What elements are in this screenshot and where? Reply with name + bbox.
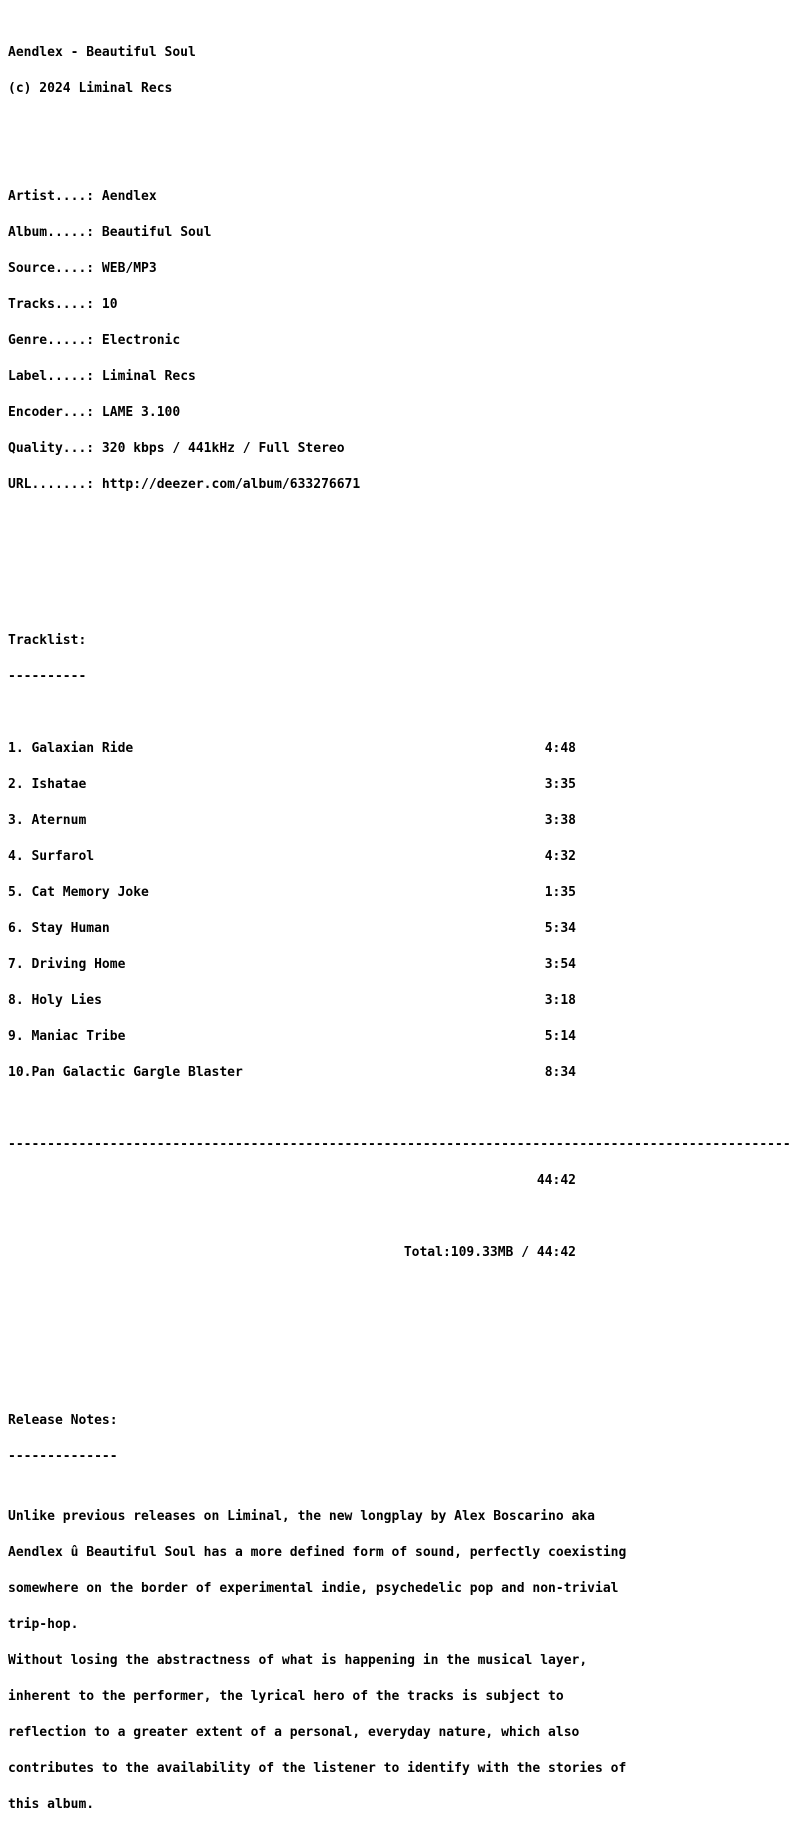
track-row [8,815,576,827]
info-key: Label.....: [8,369,95,384]
track-row [8,959,576,971]
track-duration: 8:34 [544,1065,576,1080]
info-value: LAME 3.100 [101,405,181,420]
release-notes-line: somewhere on the border of experimental indie, psychedelic pop and non-trivial [8,1581,619,1596]
info-row-artist [8,191,644,203]
release-notes-line: Aendlex û Beautiful Soul has a more defined form of sound, perfectly coexisting [8,1545,627,1560]
info-row-genre [8,335,644,347]
release-notes-line: contributes to the availability of the listener to identify with the stories of [8,1761,627,1776]
release-notes-heading: Release Notes: [8,1413,118,1428]
spacer [8,1331,644,1343]
info-key: Encoder...: [8,405,95,420]
total-size-row [8,1247,576,1259]
track-name: 6. Stay Human [8,921,110,936]
info-key: Source....: [8,261,95,276]
track-duration: 3:38 [544,813,576,828]
copyright-line: (c) 2024 Liminal Recs [8,81,173,96]
track-row [8,1031,576,1043]
info-row-tracks [8,299,644,311]
spacer [8,1211,644,1223]
track-row [8,851,576,863]
track-name: 2. Ishatae [8,777,87,792]
track-duration: 4:32 [544,849,576,864]
track-name: 3. Aternum [8,813,87,828]
info-value: Beautiful Soul [101,225,212,240]
track-row [8,743,576,755]
info-key: URL.......: [8,477,95,492]
track-name: 10.Pan Galactic Gargle Blaster [8,1065,243,1080]
info-row-album [8,227,644,239]
release-notes-line: Without losing the abstractness of what is happening in the musical layer, [8,1653,588,1668]
release-notes-line: this album. [8,1797,95,1812]
tracklist-underline: ---------- [8,669,87,684]
track-name: 5. Cat Memory Joke [8,885,149,900]
total-duration-row [8,1175,576,1187]
track-name: 1. Galaxian Ride [8,741,134,756]
info-row-source [8,263,644,275]
nfo-document [8,23,791,1847]
track-duration: 3:54 [544,957,576,972]
info-row-label [8,371,644,383]
tracklist-heading: Tracklist: [8,633,87,648]
track-duration: 3:18 [544,993,576,1008]
info-value: 320 kbps / 441kHz / Full Stereo [101,441,345,456]
release-notes-body [8,1487,644,1835]
release-notes-line: reflection to a greater extent of a personal, everyday nature, which also [8,1725,580,1740]
info-row-encoder [8,407,644,419]
info-row-url [8,479,644,491]
release-notes-underline: -------------- [8,1449,118,1464]
track-name: 8. Holy Lies [8,993,102,1008]
track-duration: 5:14 [544,1029,576,1044]
track-row [8,887,576,899]
release-notes-line: Unlike previous releases on Liminal, the new longplay by Alex Boscarino aka [8,1509,595,1524]
track-row [8,923,576,935]
track-row [8,995,576,1007]
track-row [8,779,576,791]
info-value: http://deezer.com/album/633276671 [101,477,361,492]
track-row [8,1067,576,1079]
info-value: Electronic [101,333,181,348]
release-notes-line: trip-hop. [8,1617,79,1632]
spacer [8,587,644,599]
info-key: Tracks....: [8,297,95,312]
info-value: WEB/MP3 [101,261,157,276]
track-list [8,719,644,1103]
info-key: Artist....: [8,189,95,204]
release-title: Aendlex - Beautiful Soul [8,45,196,60]
spacer [8,551,644,563]
info-key: Quality...: [8,441,95,456]
total-duration: 44:42 [536,1173,576,1188]
info-value: Liminal Recs [101,369,196,384]
track-name: 9. Maniac Tribe [8,1029,126,1044]
spacer [8,119,644,131]
tracklist-separator: ---------------------------------------------------------------------------------------------------- [8,1137,791,1152]
info-value: Aendlex [101,189,157,204]
info-key: Album.....: [8,225,95,240]
track-duration: 4:48 [544,741,576,756]
info-row-quality [8,443,644,455]
track-duration: 5:34 [544,921,576,936]
info-value: 10 [101,297,118,312]
spacer [8,1367,644,1379]
info-key: Genre.....: [8,333,95,348]
track-duration: 1:35 [544,885,576,900]
info-block [8,167,644,515]
release-notes-line: inherent to the performer, the lyrical hero of the tracks is subject to [8,1689,564,1704]
track-duration: 3:35 [544,777,576,792]
track-name: 4. Surfarol [8,849,95,864]
spacer [8,1295,644,1307]
track-name: 7. Driving Home [8,957,126,972]
total-size: Total:109.33MB / 44:42 [403,1245,576,1260]
